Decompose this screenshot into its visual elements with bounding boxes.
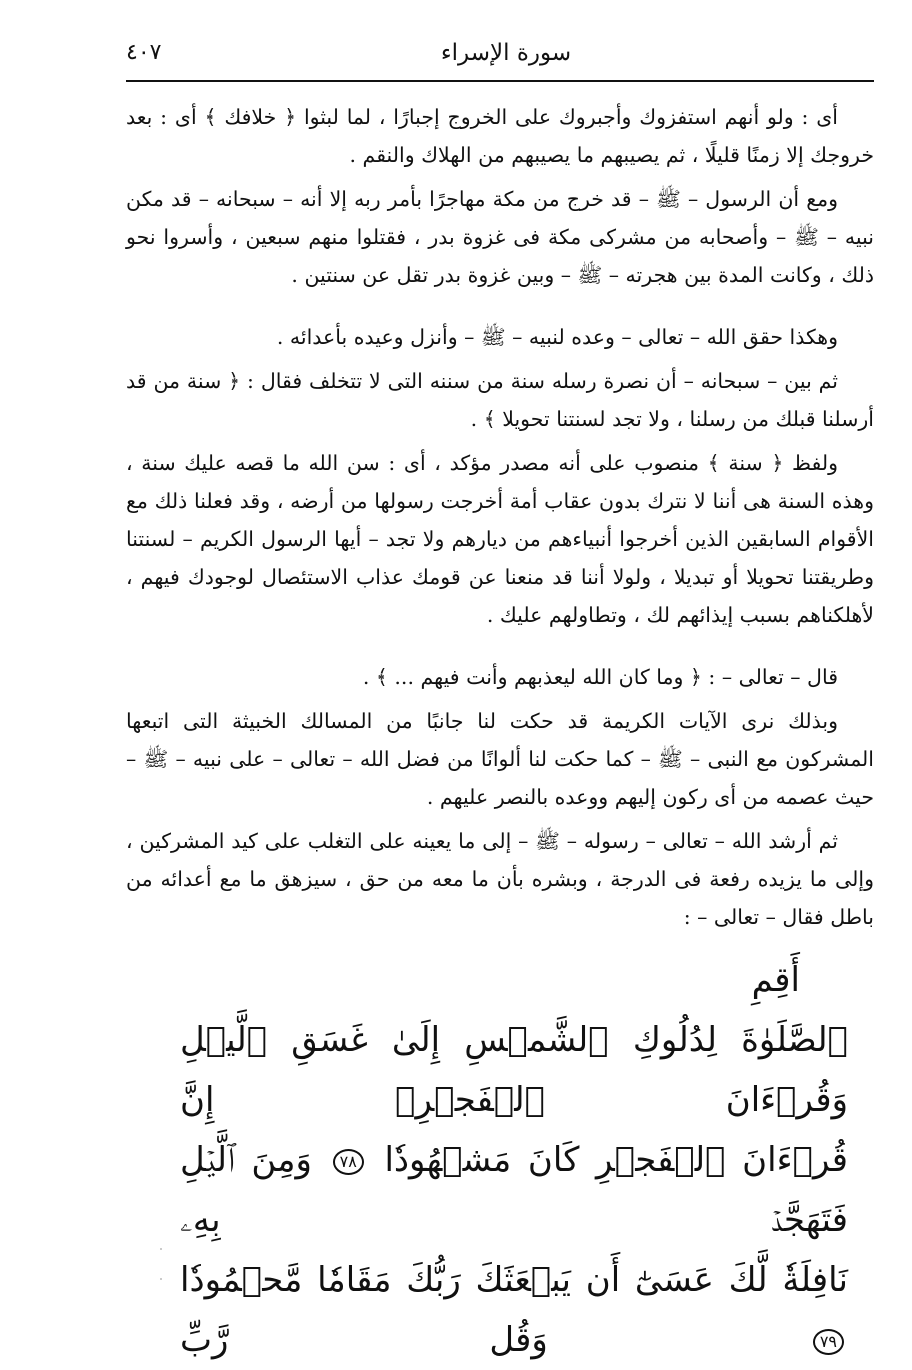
verse-segment: قُرۡءَانَ ٱلۡفَجۡرِ كَانَ مَشۡهُودٗا bbox=[384, 1140, 848, 1180]
verse-segment: وَقُل رَّبِّ bbox=[180, 1320, 548, 1360]
verse-line bbox=[180, 1130, 848, 1250]
page-header bbox=[126, 36, 874, 82]
page-speck bbox=[160, 1278, 162, 1280]
paragraph: وهكذا حقق الله – تعالى – وعده لنبيه – ﷺ – وأنزل وعيده بأعدائه . bbox=[276, 325, 838, 349]
paragraph: ثم بين – سبحانه – أن نصرة رسله سنة من سننه التى لا تتخلف فقال : ﴿ سنة من قد أرسلنا قبلك من رسلنا ، ولا تجد لسنتنا تحويلا ﴾ . bbox=[126, 369, 874, 431]
verse-line: ٱلصَّلَوٰةَ لِدُلُوكِ ٱلشَّمۡسِ إِلَىٰ غَسَقِ ٱلَّيۡلِ وَقُرۡءَانَ ٱلۡفَجۡرِۖ إِنَّ bbox=[180, 1020, 848, 1120]
verse-line: أَقِمِ bbox=[751, 960, 800, 1000]
paragraph: أى : ولو أنهم استفزوك وأجبروك على الخروج إجبارًا ، لما لبثوا ﴿ خلافك ﴾ أى : بعد خروجك إلا زمنًا قليلًا ، ثم يصيبهم ما يصيبهم من الهلاك والنقم . bbox=[126, 105, 874, 167]
paragraph: قال – تعالى – : ﴿ وما كان الله ليعذبهم وأنت فيهم ... ﴾ . bbox=[362, 665, 838, 689]
verse-segment: نَافِلَةٗ لَّكَ عَسَىٰٓ أَن يَبۡعَثَكَ رَبُّكَ مَقَامٗا مَّحۡمُودٗا bbox=[180, 1260, 848, 1300]
header-divider bbox=[126, 80, 874, 82]
verse-line bbox=[180, 1250, 848, 1370]
paragraph: ومع أن الرسول – ﷺ – قد خرج من مكة مهاجرًا بأمر ربه إلا أنه – سبحانه – قد مكن نبيه – ﷺ – وأصحابه من مشركى مكة فى غزوة بدر ، فقتلوا منهم سبعين ، وأسروا نحو ذلك ، وكانت المدة بين هجرته – ﷺ – وبين غزوة بدر تقل عن سنتين . bbox=[126, 187, 874, 287]
page-number: ٤٠٧ bbox=[126, 40, 162, 65]
paragraph: ولفظ ﴿ سنة ﴾ منصوب على أنه مصدر مؤكد ، أى : سن الله ما قصه عليك سنة ، وهذه السنة هى أننا لا نترك بدون عقاب أمة أخرجت رسولها من أرضه ، وقد فعلنا ذلك مع الأقوام السابقين الذين أخرجوا أنبياءهم من ديارهم ولا تجد – أيها الرسول الكريم – لسنتنا وطريقتنا تحويلا أو تبديلا ، ولولا أننا قد منعنا عن قومك عذاب الاستئصال لوجودك فيهم ، لأهلكناهم بسبب إيذائهم لك ، وتطاولهم عليك . bbox=[126, 451, 874, 627]
page-speck bbox=[160, 1248, 162, 1250]
surah-title: سورة الإسراء bbox=[440, 40, 572, 66]
paragraph: وبذلك نرى الآيات الكريمة قد حكت لنا جانبًا من المسالك الخبيثة التى اتبعها المشركون مع النبى – ﷺ – كما حكت لنا ألوانًا من فضل الله – تعالى – على نبيه – ﷺ – حيث عصمه من أى ركون إليهم ووعده بالنصر عليهم . bbox=[126, 709, 874, 809]
commentary-text bbox=[126, 98, 874, 942]
quran-verse-block bbox=[180, 950, 848, 1370]
ayah-number-79: ٧٩ bbox=[813, 1329, 844, 1355]
ayah-number-78: ٧٨ bbox=[333, 1149, 364, 1175]
paragraph: ثم أرشد الله – تعالى – رسوله – ﷺ – إلى ما يعينه على التغلب على كيد المشركين ، وإلى ما يزيده رفعة فى الدرجة ، وبشره بأن ما معه من حق ، سيزهق ما مع أعدائه من باطل فقال – تعالى – : bbox=[126, 829, 874, 929]
verse-segment: وَمِنَ ٱلَّيۡلِ فَتَهَجَّدۡ بِهِۦ bbox=[180, 1140, 848, 1240]
